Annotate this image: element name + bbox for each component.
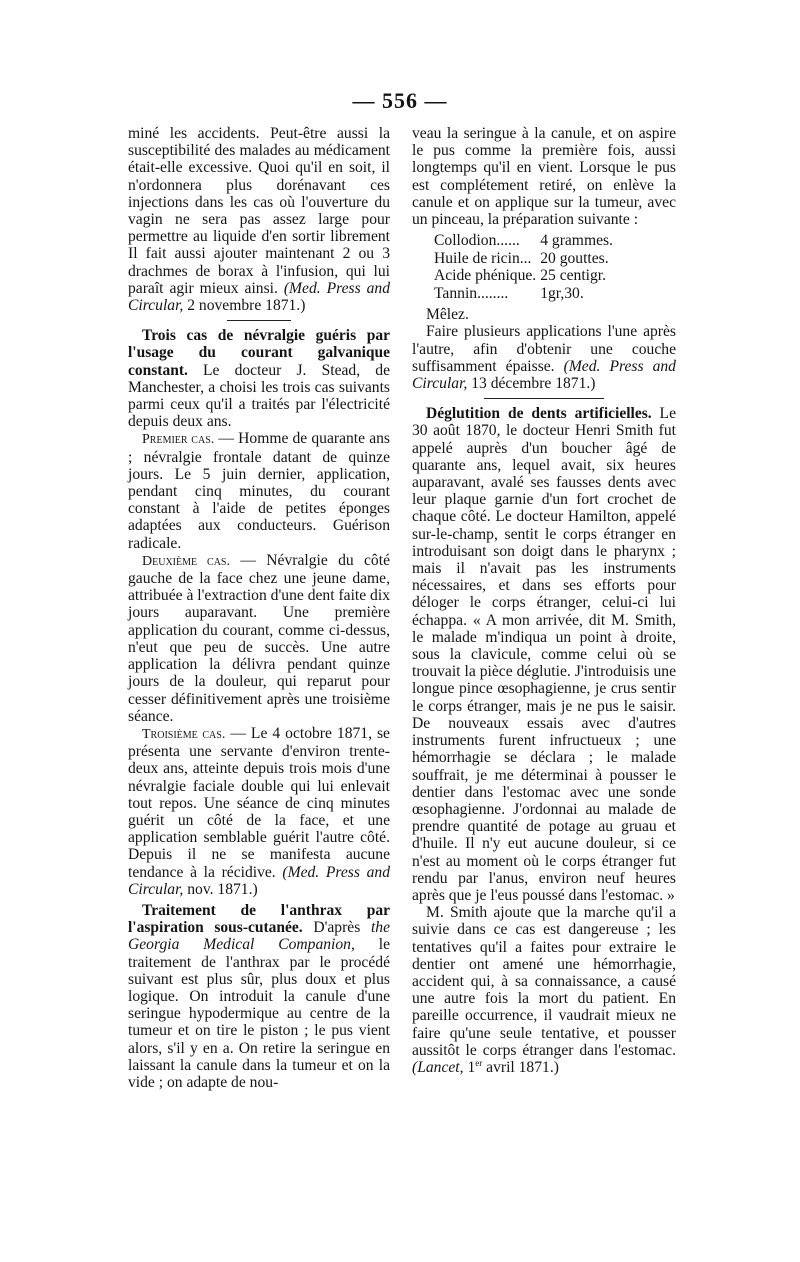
article-title: Traitement de l'anthrax par l'aspiration sous-cutanée.: [128, 901, 390, 937]
citation: (Med. Press and Circular,: [128, 863, 390, 898]
citation-date: nov. 1871.): [187, 880, 258, 898]
citation-date: avril 1871.): [486, 1058, 559, 1076]
case-text: — Névralgie du côté gauche de la face chez une jeune dame, attribuée à l'extraction d'une dent faite dix jours auparavant. Une première application du courant, comme ci-dessus, n'eut que peu de succès. Une autre application la délivra pendant quinze jours de la douleur, qui reparut pour cesser définitivement après une troisième séance.: [128, 551, 390, 725]
case-paragraph: [128, 430, 390, 551]
article-title: Trois cas de névralgie guéris par l'usage du courant galvanique constant.: [128, 327, 390, 379]
case-text: — Le 4 octobre 1871, se présenta une servante d'environ trente-deux ans, atteinte depuis trois mois d'une névralgie faciale double qui lui enlevait tout repos. Une séance de cinq minutes guérit un côté de la face, et une application semblable guérit l'autre côté. Depuis il ne se manifesta aucune tendance à la récidive.: [128, 724, 390, 881]
article-title: Déglutition de dents artificielles.: [426, 405, 652, 423]
case-paragraph: [128, 725, 390, 898]
recipe-row: [434, 267, 617, 285]
recipe-item: Collodion......: [434, 232, 520, 250]
recipe-item: Tannin........: [434, 284, 509, 302]
article-paragraph: [412, 405, 676, 904]
recipe-row: [434, 250, 617, 268]
case-label: Premier cas.: [142, 432, 215, 448]
recipe-quantity: 25 centigr.: [540, 267, 607, 285]
citation-date: 1: [467, 1058, 476, 1076]
recipe-row: [434, 285, 617, 303]
paragraph-continued: [128, 125, 390, 314]
article-paragraph: [128, 902, 390, 1091]
section-divider: [227, 320, 291, 321]
article-paragraph: [412, 323, 676, 392]
article-text: Le docteur J. Stead, de Manchester, a choisi les trois cas suivants parmi ceux qu'il a traités par l'électricité depuis deux ans.: [128, 361, 390, 431]
instruction: Mêlez.: [426, 306, 469, 324]
citation-date: 2 novembre 1871.): [187, 297, 306, 315]
recipe-row: [434, 232, 617, 250]
recipe-item: Acide phénique.: [434, 267, 537, 285]
citation: (Med. Press and Circular,: [128, 279, 391, 315]
article-text: le traitement de l'anthrax par le procédé suivant est plus sûr, plus doux et plus logique. On introduit la canule d'une seringue hypodermique au centre de la tumeur et on tire le piston ; le pus vient alors, s'il y en a. On retire la seringue en laissant la canule dans la tumeur et on la vide ; on adapte de nou-: [128, 936, 390, 1091]
left-column: [128, 125, 390, 1091]
recipe-table: [434, 232, 617, 302]
article-paragraph: [128, 327, 390, 430]
citation: (Med. Press and Circular,: [412, 357, 676, 393]
case-paragraph: [128, 552, 390, 725]
article-text: Le 30 août 1870, le docteur Henri Smith fut appelé auprès d'un boucher âgé de quarante ans, lequel avait, six heures auparavant, avalé ses fausses dents avec leur plaque garnie d'un fort crochet de chaque côté. Le docteur Hamilton, appelé sur-le-champ, sentit le corps étranger en introduisant son doigt dans le pharynx ; mais il n'avait pas les instruments nécessaires, et dans ses efforts pour déloger le corps étranger, celui-ci lui échappa. « A mon arrivée, dit M. Smith, le malade m'indiqua un point à droite, sous la clavicule, comme celui où se trouvait la pièce déglutie. J'introduisis une longue pince œsophagienne, je crus sentir le corps étranger, mais je ne pus le saisir. De nouveaux essais avec d'autres instruments furent infructueux ; une hémorrhagie se déclara ; le malade souffrait, je me déterminai à pousser le dentier dans l'estomac avec une sonde œsophagienne. J'ordonnai au malade de prendre quantité de potage au gruau et d'huile. Il n'y eut aucune douleur, si ce n'est au moment où le corps étranger fut rendu par l'anus, environ neuf heures après que je l'eus poussé dans l'estomac. »: [412, 405, 676, 904]
case-label: Troisième cas.: [142, 726, 226, 742]
citation: (Lancet,: [412, 1058, 464, 1076]
section-divider: [484, 398, 604, 399]
source-name: the Georgia Medical Companion,: [128, 919, 390, 954]
right-column: [412, 125, 676, 1076]
superscript: er: [475, 1057, 483, 1068]
paragraph-text: miné les accidents. Peut-être aussi la susceptibilité des malades au médicament était-elle excessive. Quoi qu'il en soit, il n'ordonnera plus dorénavant ces injections dans les cas où l'ouverture du vagin ne sera pas assez large pour permettre au liquide d'en sortir librement Il fait aussi ajouter maintenant 2 ou 3 drachmes de borax à l'infusion, qui lui paraît agir mieux ainsi.: [128, 125, 390, 297]
case-label: Deuxième cas.: [142, 553, 230, 569]
page-number: — 556 —: [352, 88, 448, 113]
recipe-quantity: 1gr,30.: [540, 284, 584, 302]
article-text: Faire plusieurs applications l'une après l'autre, afin d'obtenir une couche suffisamment épaisse.: [412, 323, 676, 375]
citation-date: 13 décembre 1871.): [471, 375, 596, 393]
article-text: M. Smith ajoute que la marche qu'il a suivie dans ce cas est dangereuse ; les tentatives qu'il a faites pour extraire le dentier ont amené une hémorrhagie, accident qui, à sa connaissance, a causé une autre fois la mort du patient. En pareille occurrence, il vaudrait mieux ne faire qu'une seule tentative, et pousser aussitôt le corps étranger dans l'estomac.: [412, 904, 676, 1059]
article-paragraph: [412, 904, 676, 1076]
recipe-item: Huile de ricin...: [434, 249, 532, 267]
paragraph-continued: veau la seringue à la canule, et on aspire le pus comme la première fois, aussi longtemps qu'il en vient. Lorsque le pus est complétement retiré, on enlève la canule et on applique sur la tumeur, avec un pinceau, la préparation suivante :: [412, 125, 676, 229]
recipe-quantity: 20 gouttes.: [540, 249, 609, 267]
case-text: — Homme de quarante ans ; névralgie frontale datant de quinze jours. Le 5 juin dernier, application, pendant cinq minutes, du courant constant à l'aide de petites éponges adaptées aux conducteurs. Guérison radicale.: [128, 430, 390, 552]
recipe-body: [434, 232, 617, 302]
recipe-quantity: 4 grammes.: [540, 232, 613, 250]
article-text: D'après: [313, 919, 361, 937]
